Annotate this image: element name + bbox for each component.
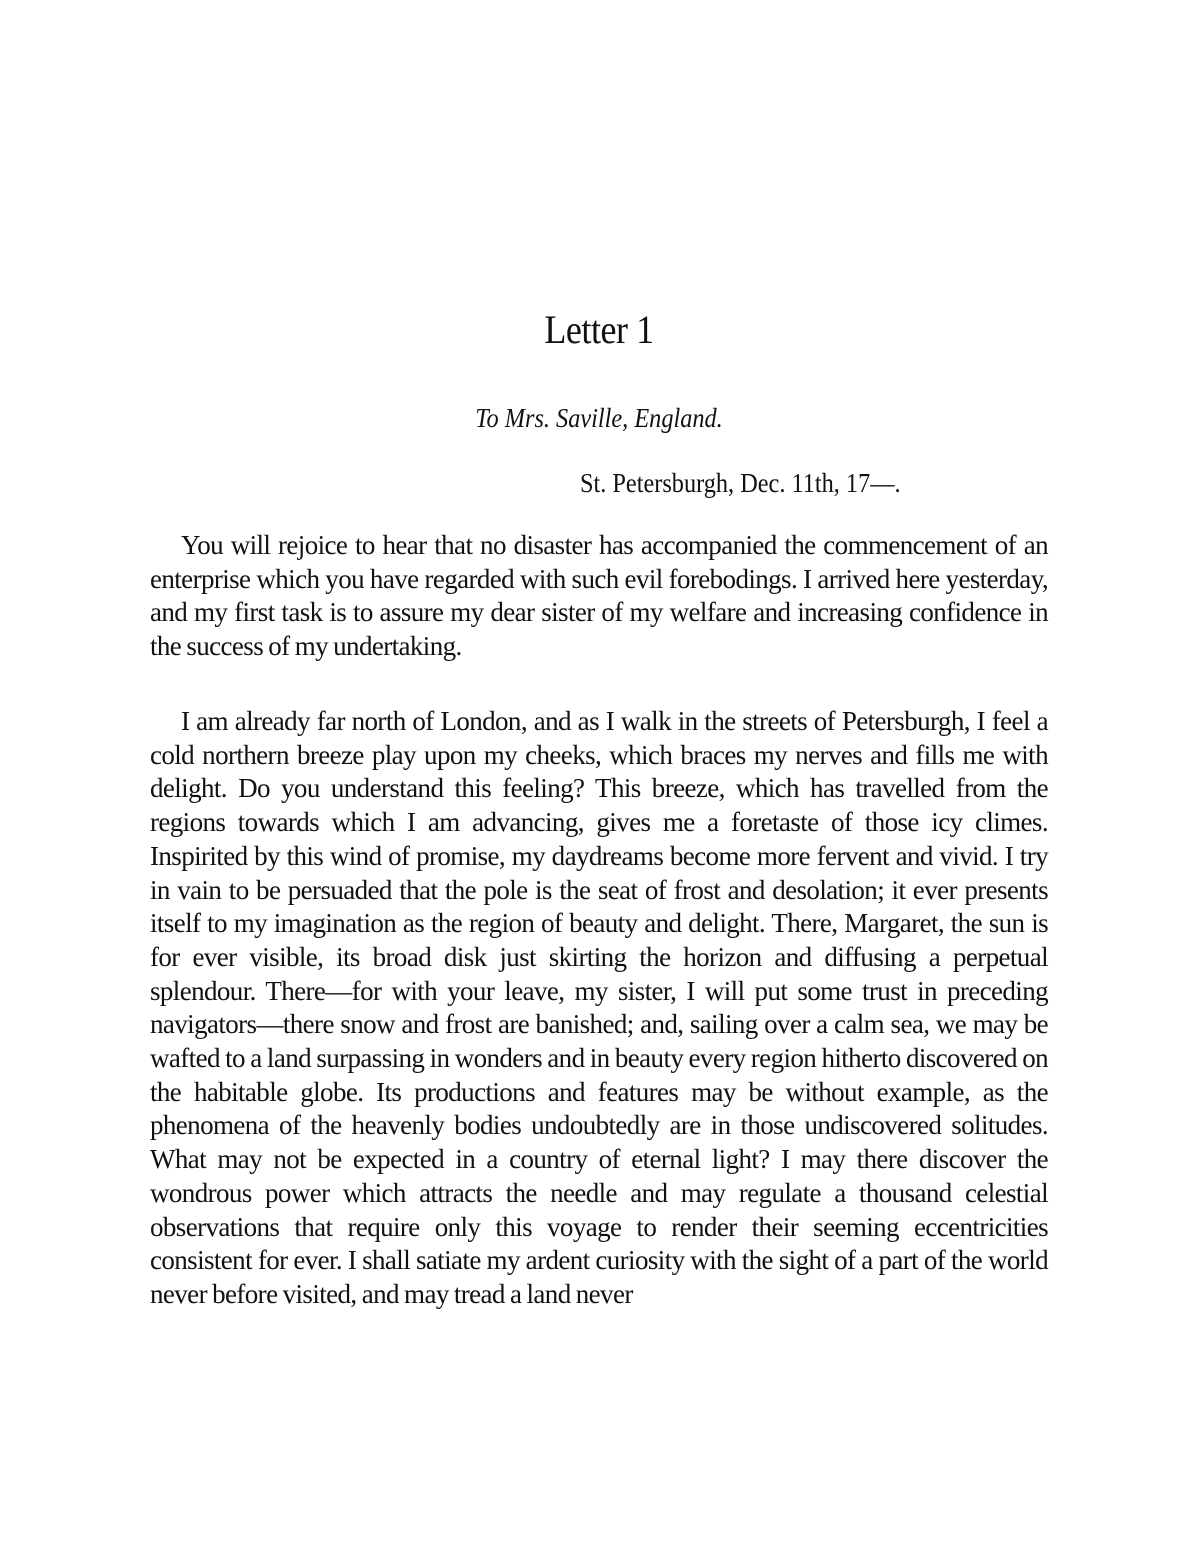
letter-dateline: St. Petersburgh, Dec. 11th, 17—.: [580, 468, 901, 498]
document-page: [150, 0, 1048, 1552]
letter-title: Letter 1: [544, 307, 654, 352]
paragraph: I am already far north of London, and as I walk in the streets of Petersburgh, I feel a cold northern breeze play upon my cheeks, which braces my nerves and fills me with delight. Do you understand this feeling? This breeze, which has travelled from the regions towards which I am advancing, gives me a foretaste of those icy climes. Inspirited by this wind of promise, my daydreams become more fervent and vivid. I try in vain to be persuaded that the pole is the seat of frost and desolation; it ever presents itself to my imagination as the region of beauty and delight. There, Margaret, the sun is for ever visible, its broad disk just skirting the horizon and diffusing a perpetual splendour. There—for with your leave, my sister, I will put some trust in preceding navigators—there snow and frost are banished; and, sailing over a calm sea, we may be wafted to a land surpassing in wonders and in beauty every region hitherto discovered on the habitable globe. Its productions and features may be without example, as the phenomena of the heavenly bodies undoubtedly are in those undiscovered solitudes. What may not be expected in a country of eternal light? I may there discover the wondrous power which attracts the needle and may regulate a thousand celestial observations that require only this voyage to render their seeming eccentricities consistent for ever. I shall satiate my ardent curiosity with the sight of a part of the world never before visited, and may tread a land never: [150, 706, 1048, 1309]
letter-addressee: To Mrs. Saville, England.: [475, 403, 723, 433]
paragraph: You will rejoice to hear that no disaster has accompanied the commencement of an enterprise which you have regarded with such evil forebodings. I arrived here yesterday, and my first task is to assure my dear sister of my welfare and increasing confidence in the success of my undertaking.: [150, 530, 1048, 662]
